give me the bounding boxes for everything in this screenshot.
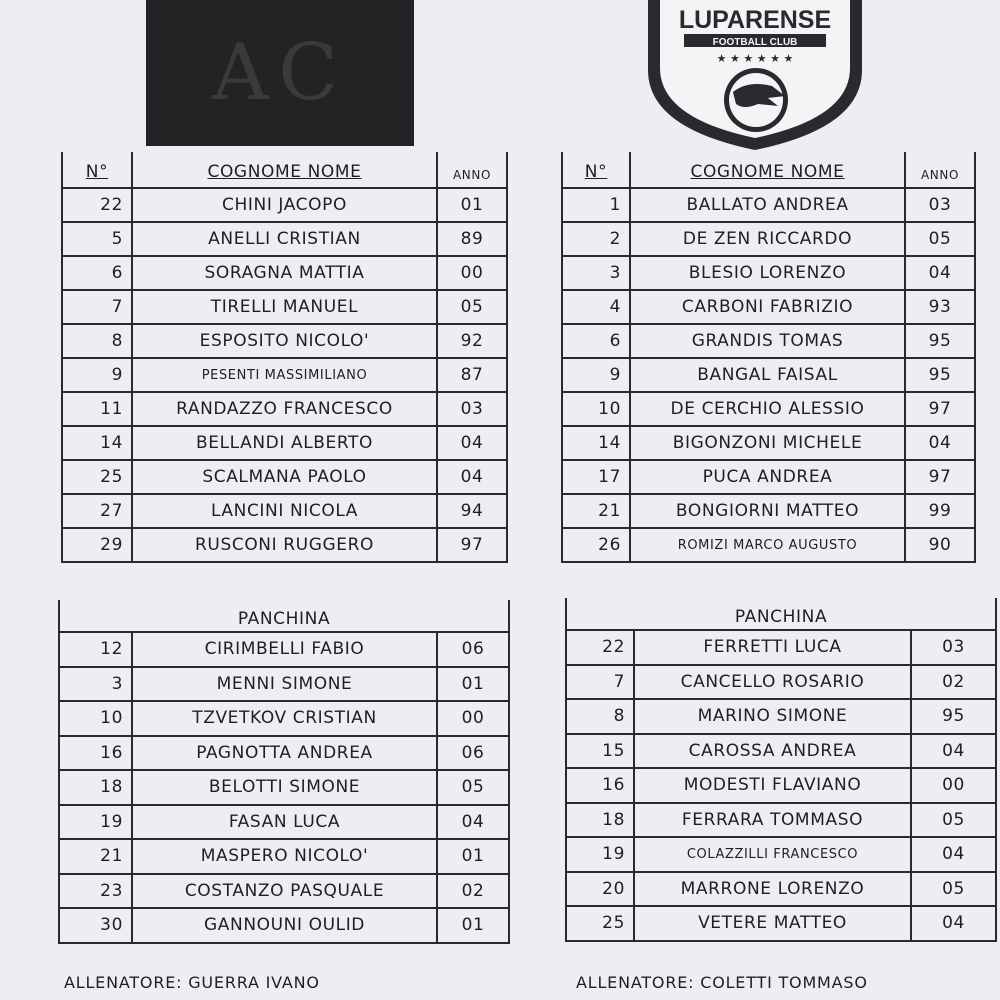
away-starters-table <box>561 152 976 563</box>
player-year: 97 <box>905 460 975 494</box>
player-year: 06 <box>437 632 509 667</box>
player-name: RANDAZZO FRANCESCO <box>132 392 437 426</box>
player-year: 95 <box>911 699 996 734</box>
away-coach: ALLENATORE: COLETTI TOMMASO <box>576 973 868 992</box>
player-name: MENNI SIMONE <box>132 667 437 702</box>
player-number: 16 <box>59 736 132 771</box>
player-row <box>62 222 507 256</box>
player-row <box>566 630 996 665</box>
player-number: 8 <box>62 324 132 358</box>
player-number: 19 <box>59 805 132 840</box>
logo-name: LUPARENSE <box>678 6 832 34</box>
player-row <box>562 528 975 562</box>
player-number: 23 <box>59 874 132 909</box>
player-name: TZVETKOV CRISTIAN <box>132 701 437 736</box>
player-name: BALLATO ANDREA <box>630 188 905 222</box>
player-row <box>562 392 975 426</box>
player-name: SORAGNA MATTIA <box>132 256 437 290</box>
player-name: DE CERCHIO ALESSIO <box>630 392 905 426</box>
player-number: 14 <box>62 426 132 460</box>
player-year: 93 <box>905 290 975 324</box>
player-name: BIGONZONI MICHELE <box>630 426 905 460</box>
home-starters-table <box>61 152 508 563</box>
player-number: 7 <box>566 665 634 700</box>
player-row <box>562 256 975 290</box>
table-header <box>562 152 975 188</box>
player-year: 92 <box>437 324 507 358</box>
player-number: 6 <box>562 324 630 358</box>
header-year: ANNO <box>905 152 975 188</box>
logo-subtitle: FOOTBALL CLUB <box>712 37 798 48</box>
player-row <box>562 358 975 392</box>
player-name: MODESTI FLAVIANO <box>634 768 911 803</box>
player-row <box>562 494 975 528</box>
table-header <box>62 152 507 188</box>
player-year: 04 <box>905 426 975 460</box>
player-year: 05 <box>437 770 509 805</box>
player-number: 18 <box>59 770 132 805</box>
player-number: 12 <box>59 632 132 667</box>
player-year: 02 <box>437 874 509 909</box>
player-number: 6 <box>62 256 132 290</box>
player-row <box>62 460 507 494</box>
player-year: 04 <box>905 256 975 290</box>
player-row <box>59 736 509 771</box>
player-name: SCALMANA PAOLO <box>132 460 437 494</box>
player-name: CARBONI FABRIZIO <box>630 290 905 324</box>
player-number: 10 <box>59 701 132 736</box>
player-row <box>566 803 996 838</box>
away-bench-table <box>565 598 997 942</box>
player-year: 01 <box>437 908 509 943</box>
player-number: 25 <box>566 906 634 941</box>
player-row <box>59 701 509 736</box>
player-name: LANCINI NICOLA <box>132 494 437 528</box>
player-year: 02 <box>911 665 996 700</box>
player-number: 19 <box>566 837 634 872</box>
player-row <box>562 460 975 494</box>
player-row <box>59 839 509 874</box>
player-number: 9 <box>62 358 132 392</box>
player-year: 04 <box>437 805 509 840</box>
bench-title: PANCHINA <box>59 600 509 632</box>
player-row <box>566 768 996 803</box>
player-number: 3 <box>562 256 630 290</box>
player-name: PUCA ANDREA <box>630 460 905 494</box>
player-year: 04 <box>437 426 507 460</box>
player-name: MASPERO NICOLO' <box>132 839 437 874</box>
player-row <box>59 908 509 943</box>
player-year: 01 <box>437 839 509 874</box>
player-year: 03 <box>911 630 996 665</box>
player-year: 03 <box>437 392 507 426</box>
player-year: 00 <box>437 256 507 290</box>
player-name: BELOTTI SIMONE <box>132 770 437 805</box>
player-number: 21 <box>59 839 132 874</box>
player-name: BELLANDI ALBERTO <box>132 426 437 460</box>
player-name: COLAZZILLI FRANCESCO <box>634 837 911 872</box>
player-name: BANGAL FAISAL <box>630 358 905 392</box>
player-row <box>59 874 509 909</box>
player-year: 04 <box>911 906 996 941</box>
player-row <box>566 837 996 872</box>
player-number: 16 <box>566 768 634 803</box>
player-row <box>59 632 509 667</box>
player-number: 15 <box>566 734 634 769</box>
bench-header <box>59 600 509 632</box>
home-team-logo <box>146 0 414 146</box>
player-name: MARRONE LORENZO <box>634 872 911 907</box>
player-row <box>59 770 509 805</box>
player-name: BONGIORNI MATTEO <box>630 494 905 528</box>
player-row <box>62 256 507 290</box>
player-number: 25 <box>62 460 132 494</box>
home-logo-text: AC <box>211 28 348 118</box>
player-row <box>562 222 975 256</box>
luparense-logo <box>640 0 870 152</box>
player-year: 00 <box>437 701 509 736</box>
bench-title: PANCHINA <box>566 598 996 630</box>
player-row <box>566 872 996 907</box>
player-row <box>62 290 507 324</box>
player-year: 05 <box>911 872 996 907</box>
player-year: 04 <box>437 460 507 494</box>
player-number: 1 <box>562 188 630 222</box>
player-number: 22 <box>566 630 634 665</box>
logo-stars: ★ ★ ★ ★ ★ ★ <box>716 52 794 65</box>
player-row <box>62 494 507 528</box>
player-year: 95 <box>905 358 975 392</box>
player-name: ESPOSITO NICOLO' <box>132 324 437 358</box>
player-number: 26 <box>562 528 630 562</box>
player-row <box>566 734 996 769</box>
player-year: 00 <box>911 768 996 803</box>
player-number: 27 <box>62 494 132 528</box>
player-year: 89 <box>437 222 507 256</box>
player-name: COSTANZO PASQUALE <box>132 874 437 909</box>
player-row <box>62 358 507 392</box>
player-year: 97 <box>437 528 507 562</box>
player-number: 2 <box>562 222 630 256</box>
player-year: 06 <box>437 736 509 771</box>
player-year: 95 <box>905 324 975 358</box>
player-year: 04 <box>911 734 996 769</box>
player-year: 01 <box>437 667 509 702</box>
player-year: 05 <box>911 803 996 838</box>
player-row <box>566 906 996 941</box>
player-row <box>59 805 509 840</box>
home-bench-table <box>58 600 510 944</box>
player-number: 14 <box>562 426 630 460</box>
player-row <box>566 699 996 734</box>
player-name: PESENTI MASSIMILIANO <box>132 358 437 392</box>
player-row <box>562 188 975 222</box>
player-name: PAGNOTTA ANDREA <box>132 736 437 771</box>
player-name: CAROSSA ANDREA <box>634 734 911 769</box>
player-number: 8 <box>566 699 634 734</box>
player-name: BLESIO LORENZO <box>630 256 905 290</box>
header-year: ANNO <box>437 152 507 188</box>
player-name: TIRELLI MANUEL <box>132 290 437 324</box>
player-number: 7 <box>62 290 132 324</box>
player-number: 3 <box>59 667 132 702</box>
player-name: DE ZEN RICCARDO <box>630 222 905 256</box>
player-year: 01 <box>437 188 507 222</box>
player-row <box>566 665 996 700</box>
header-name: COGNOME NOME <box>630 152 905 188</box>
player-name: CHINI JACOPO <box>132 188 437 222</box>
player-number: 21 <box>562 494 630 528</box>
player-name: CIRIMBELLI FABIO <box>132 632 437 667</box>
player-name: ROMIZI MARCO AUGUSTO <box>630 528 905 562</box>
player-row <box>562 324 975 358</box>
player-row <box>62 324 507 358</box>
player-number: 5 <box>62 222 132 256</box>
player-number: 10 <box>562 392 630 426</box>
player-year: 87 <box>437 358 507 392</box>
player-name: CANCELLO ROSARIO <box>634 665 911 700</box>
player-number: 11 <box>62 392 132 426</box>
player-number: 17 <box>562 460 630 494</box>
player-number: 20 <box>566 872 634 907</box>
home-coach: ALLENATORE: GUERRA IVANO <box>64 973 320 992</box>
player-row <box>562 290 975 324</box>
player-year: 99 <box>905 494 975 528</box>
bench-header <box>566 598 996 630</box>
player-row <box>62 528 507 562</box>
player-year: 03 <box>905 188 975 222</box>
player-number: 9 <box>562 358 630 392</box>
player-name: VETERE MATTEO <box>634 906 911 941</box>
player-number: 29 <box>62 528 132 562</box>
player-row <box>62 392 507 426</box>
player-year: 05 <box>437 290 507 324</box>
player-row <box>59 667 509 702</box>
player-row <box>562 426 975 460</box>
header-number: N° <box>562 152 630 188</box>
player-name: GANNOUNI OULID <box>132 908 437 943</box>
player-number: 4 <box>562 290 630 324</box>
player-name: ANELLI CRISTIAN <box>132 222 437 256</box>
player-number: 18 <box>566 803 634 838</box>
player-row <box>62 426 507 460</box>
player-name: GRANDIS TOMAS <box>630 324 905 358</box>
player-name: FERRARA TOMMASO <box>634 803 911 838</box>
player-name: RUSCONI RUGGERO <box>132 528 437 562</box>
player-name: MARINO SIMONE <box>634 699 911 734</box>
player-year: 90 <box>905 528 975 562</box>
player-year: 05 <box>905 222 975 256</box>
player-name: FASAN LUCA <box>132 805 437 840</box>
header-number: N° <box>62 152 132 188</box>
player-row <box>62 188 507 222</box>
player-year: 97 <box>905 392 975 426</box>
player-year: 04 <box>911 837 996 872</box>
player-number: 30 <box>59 908 132 943</box>
player-number: 22 <box>62 188 132 222</box>
player-name: FERRETTI LUCA <box>634 630 911 665</box>
header-name: COGNOME NOME <box>132 152 437 188</box>
player-year: 94 <box>437 494 507 528</box>
